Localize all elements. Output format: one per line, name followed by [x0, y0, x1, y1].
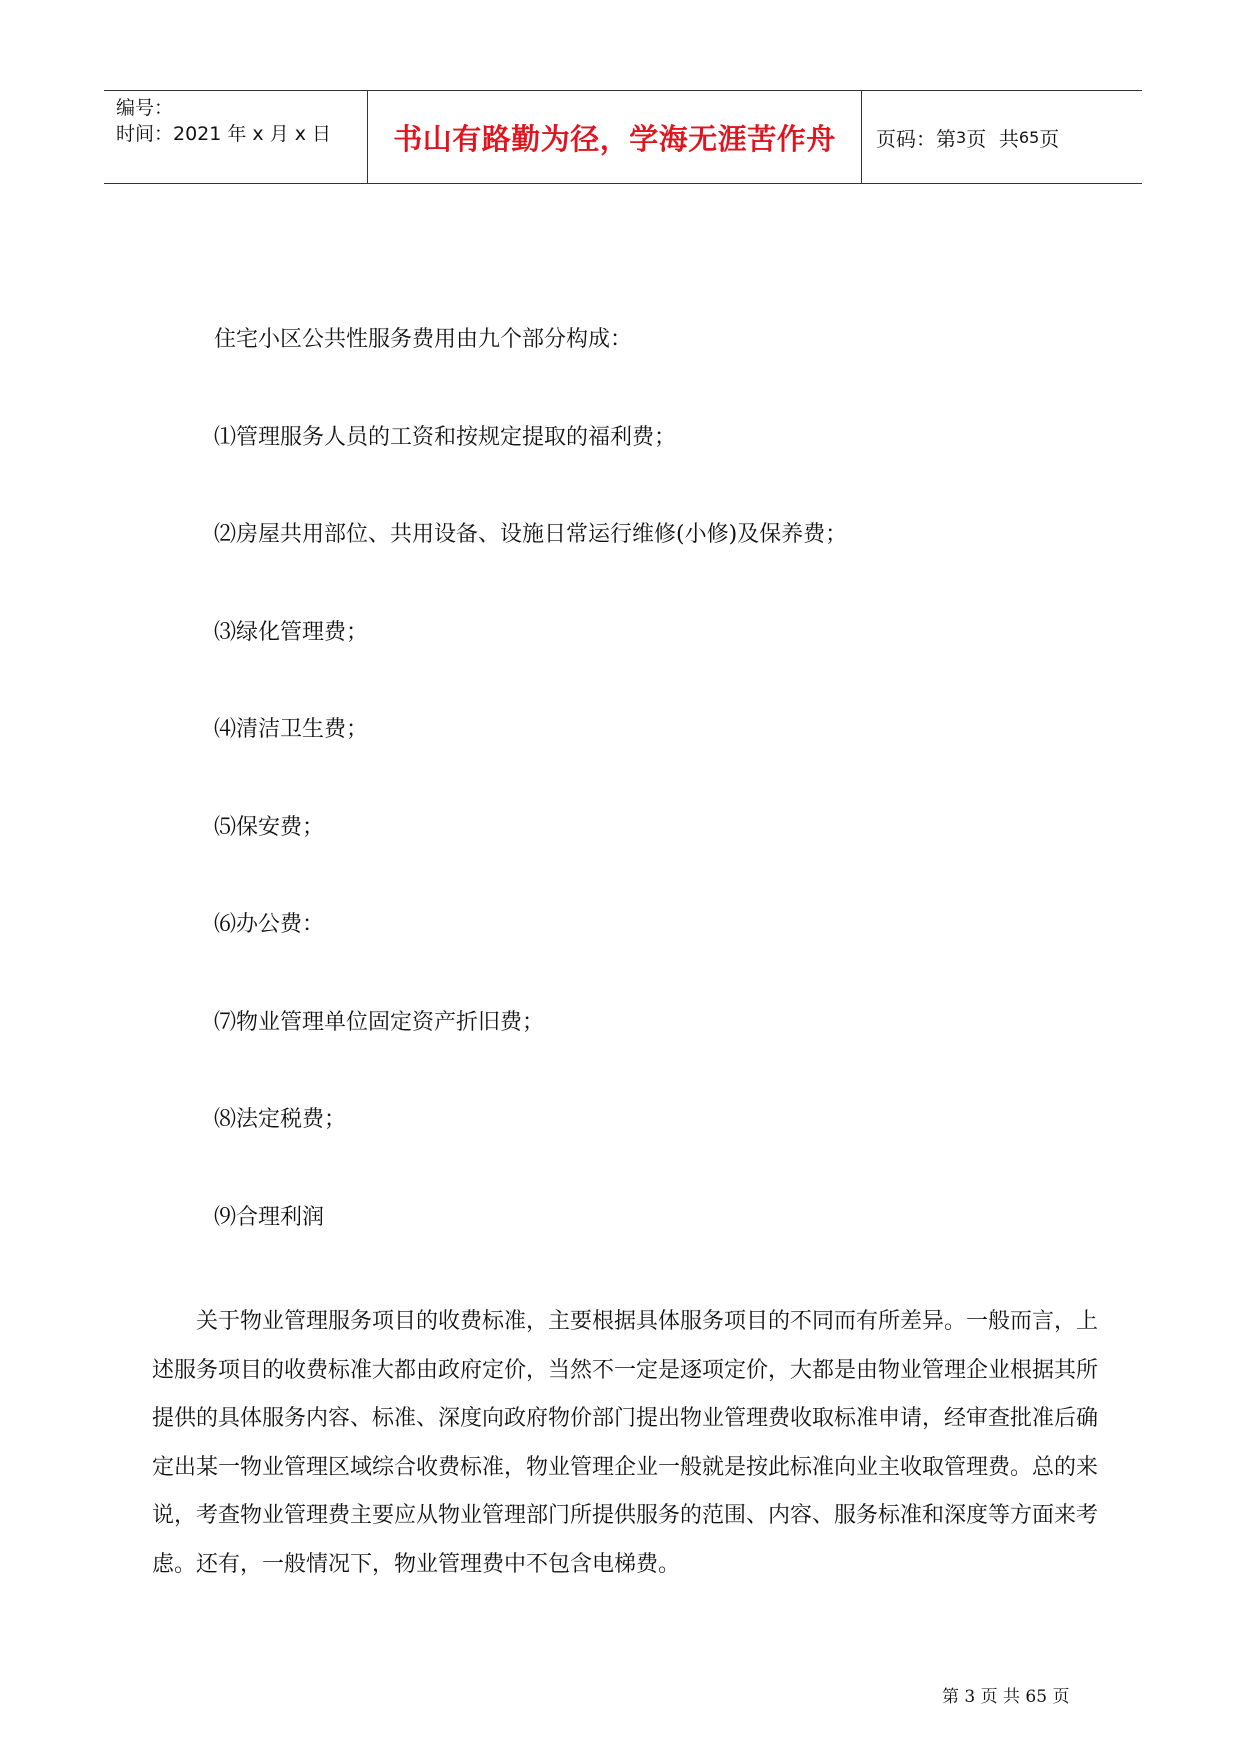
page-number: 3: [956, 127, 967, 147]
document-header: [104, 90, 1142, 184]
header-meta: [104, 91, 368, 183]
header-page-info: [862, 91, 1142, 183]
intro-line: 住宅小区公共性服务费用由九个部分构成：: [214, 327, 633, 352]
page-suffix: 页: [1039, 126, 1060, 151]
list-item: ⑼合理利润: [214, 1205, 325, 1230]
list-item: ⑴管理服务人员的工资和按规定提取的福利费；: [214, 425, 677, 450]
list-item: ⑵房屋共用部位、共用设备、设施日常运行维修(小修)及保养费；: [214, 522, 848, 547]
page-footer: 第 3 页 共 65 页: [942, 1687, 1070, 1707]
list-item: ⑻法定税费；: [214, 1107, 347, 1132]
page-prefix: 页码：第: [876, 126, 956, 151]
list-item: ⑹办公费：: [214, 912, 325, 937]
serial-label: 编号：: [116, 97, 174, 119]
motto: 书山有路勤为径，学海无涯苦作舟: [393, 121, 836, 156]
page-mid: 页 共: [966, 126, 1019, 151]
list-item: ⑺物业管理单位固定资产折旧费；: [214, 1010, 545, 1035]
page-total: 65: [1018, 127, 1040, 147]
header-motto-cell: [368, 91, 862, 183]
body-paragraph: 关于物业管理服务项目的收费标准，主要根据具体服务项目的不同而有所差异。一般而言，上述服务项目的收费标准大都由政府定价，当然不一定是逐项定价，大都是由物业管理企业根据其所提供的具体服务内容、标准、深度向政府物价部门提出物业管理费收取标准申请，经审查批准后确定出某一物业管理区域综合收费标准，物业管理企业一般就是按此标准向业主收取管理费。总的来说，考查物业管理费主要应从物业管理部门所提供服务的范围、内容、服务标准和深度等方面来考虑。还有，一般情况下，物业管理费中不包含电梯费。: [152, 1309, 1099, 1577]
list-item: ⑷清洁卫生费；: [214, 717, 369, 742]
time-label: 时间：2021 年 x 月 x 日: [116, 123, 332, 145]
list-item: ⑸保安费；: [214, 815, 325, 840]
list-item: ⑶绿化管理费；: [214, 620, 369, 645]
